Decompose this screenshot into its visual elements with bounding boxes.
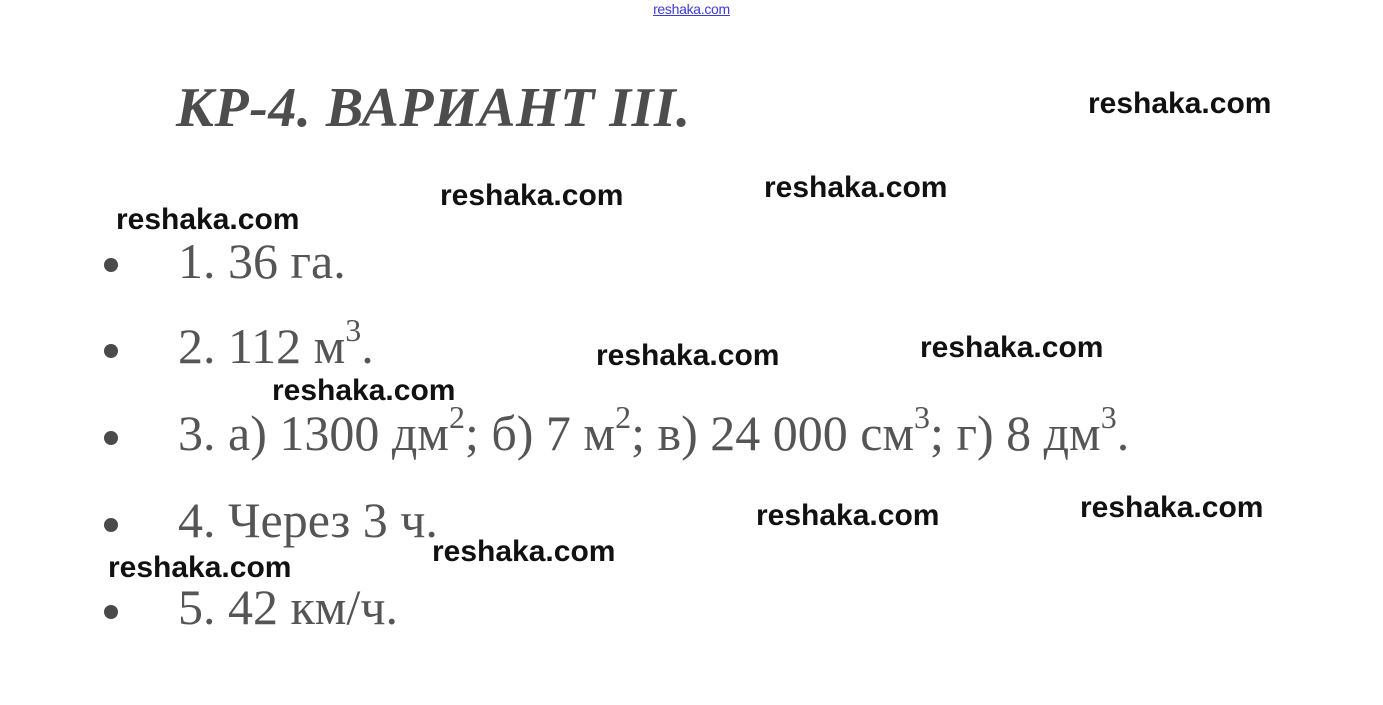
watermark-text: reshaka.com	[440, 179, 624, 212]
answer-text-5	[178, 579, 398, 635]
answer-text-part: ; г) 8 дм	[930, 405, 1101, 461]
bullet-icon	[104, 431, 118, 445]
exponent: 3	[914, 399, 931, 435]
answer-text-part: 5. 42 км/ч.	[178, 579, 398, 635]
watermark-text: reshaka.com	[1080, 491, 1264, 524]
top-watermark-link[interactable]: reshaka.com	[653, 1, 730, 17]
watermark-text: reshaka.com	[920, 331, 1104, 364]
exponent: 2	[448, 399, 465, 435]
answer-text-part: 4. Через 3 ч.	[178, 492, 438, 548]
answer-text-part: ; в) 24 000 см	[631, 405, 915, 461]
bullet-icon	[104, 605, 118, 619]
exponent: 2	[615, 399, 632, 435]
watermark-text: reshaka.com	[764, 171, 948, 204]
answer-text-4	[178, 492, 438, 548]
answer-text-part: 2. 112 м	[178, 318, 346, 374]
page-title: КР-4. ВАРИАНТ III.	[176, 77, 691, 139]
exponent: 3	[1100, 399, 1117, 435]
bullet-icon	[104, 258, 118, 272]
answer-text-part: 3. а) 1300 дм	[178, 405, 449, 461]
answer-text-part: .	[1116, 405, 1130, 461]
exponent: 3	[345, 312, 362, 348]
answer-text-part: ; б) 7 м	[464, 405, 616, 461]
watermark-text: reshaka.com	[432, 535, 616, 568]
watermark-text: reshaka.com	[108, 551, 292, 584]
answer-text-part: .	[361, 318, 374, 374]
answer-text-3	[178, 399, 1130, 461]
answer-text-2	[178, 312, 374, 374]
bullet-icon	[104, 344, 118, 358]
answer-text-part: 1. 36 га.	[178, 233, 346, 289]
watermark-text: reshaka.com	[596, 339, 780, 372]
watermark-text: reshaka.com	[116, 203, 300, 236]
watermark-text: reshaka.com	[1088, 87, 1272, 120]
watermark-text: reshaka.com	[272, 374, 456, 407]
answer-text-1	[178, 233, 346, 289]
watermark-text: reshaka.com	[756, 499, 940, 532]
bullet-icon	[104, 518, 118, 532]
